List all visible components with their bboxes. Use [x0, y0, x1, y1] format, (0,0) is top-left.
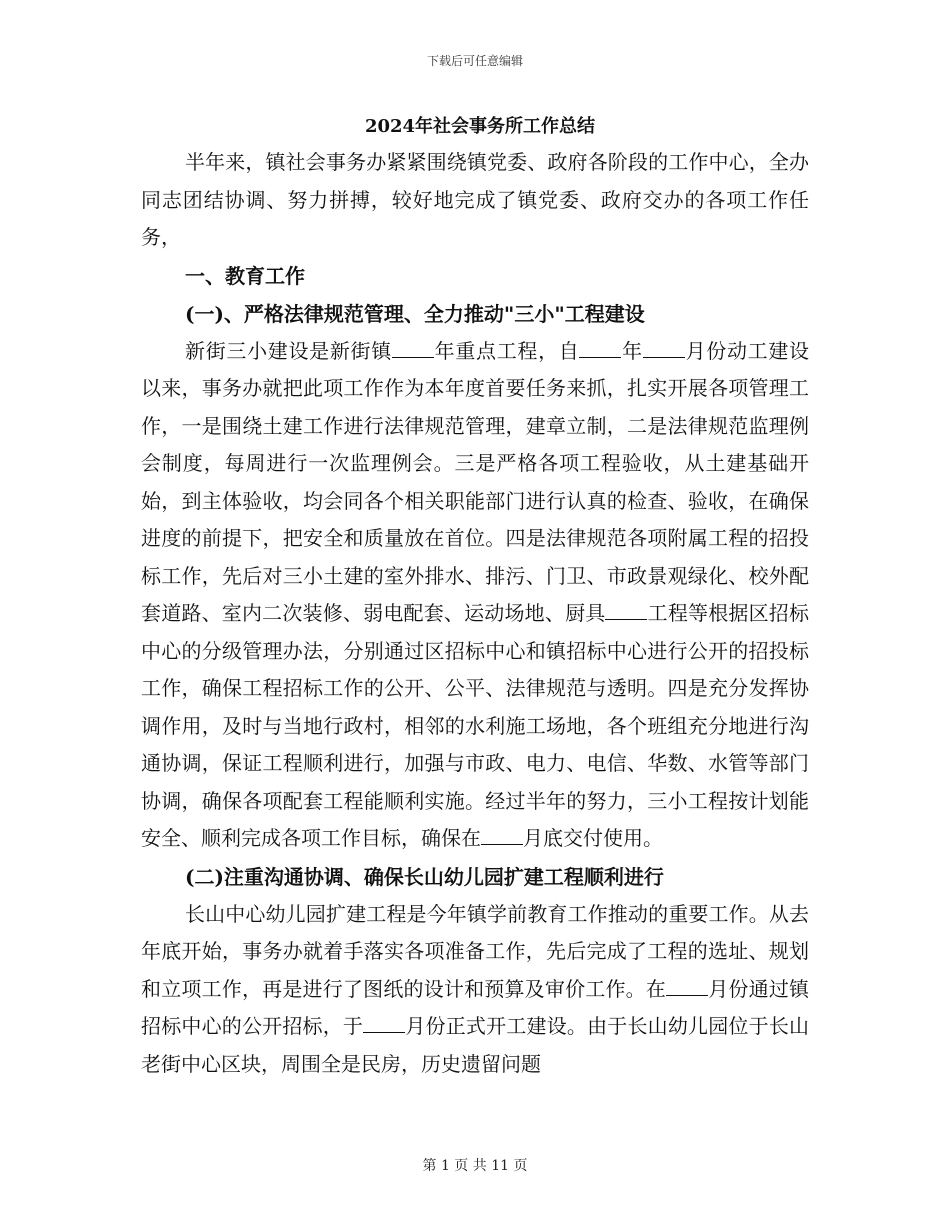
text-run: 年 — [621, 338, 643, 363]
text-run: 工程等根据区招标中心的分级管理办法，分别通过区招标中心和镇招标中心进行公开的招投标工作，确保工程招标工作的公开、公平、法律规范与透明。四是充分发挥协调作用，及时与当地行政村，相邻的水利施工场地，各个班组充分地进行沟通协调，保证工程顺利进行，加强与市政、电力、电信、华数、水管等部门协调，确保各项配套工程能顺利实施。经过半年的努力，三小工程按计划能安全、顺利完成各项工作目标，确保在 — [141, 601, 810, 850]
subsection-1-paragraph — [141, 333, 809, 858]
subsection-2-paragraph — [141, 896, 809, 1084]
blank-underline — [579, 339, 621, 358]
text-run: 月份通过镇招标中心的公开招标，于 — [141, 976, 810, 1038]
text-run: 月份正式开工建设。由于长山幼儿园位于长山老街中心区块，周围全是民房，历史遗留问题 — [141, 1014, 810, 1076]
text-run: 年重点工程，自 — [433, 338, 580, 363]
page-footer-pagination: 第 1 页 共 11 页 — [422, 1158, 528, 1174]
document-title: 2024年社会事务所工作总结 — [364, 116, 596, 137]
section-heading-education: 一、教育工作 — [185, 263, 305, 288]
text-run: 新街三小建设是新街镇 — [185, 338, 392, 363]
blank-underline — [666, 977, 708, 996]
page-header-note: 下载后可任意编辑 — [426, 54, 523, 68]
intro-paragraph: 半年来，镇社会事务办紧紧围绕镇党委、政府各阶段的工作中心，全办同志团结协调、努力拼搏，较好地完成了镇党委、政府交办的各项工作任务， — [141, 150, 809, 249]
blank-underline — [392, 339, 434, 358]
blank-underline — [481, 826, 523, 845]
text-run: 长山中心幼儿园扩建工程是今年镇学前教育工作推动的重要工作。从去年底开始，事务办就着手落实各项准备工作，先后完成了工程的选址、规划和立项工作，再是进行了图纸的设计和预算及审价工作。在 — [141, 901, 809, 1001]
text-run: 月份动工建设以来，事务办就把此项工作作为本年度首要任务来抓，扎实开展各项管理工作，一是围绕土建工作进行法律规范管理，建章立制，二是法律规范监理例会制度，每周进行一次监理例会。三是严格各项工程验收，从土建基础开始，到主体验收，均会同各个相关职能部门进行认真的检查、验收，在确保进度的前提下，把安全和质量放在首位。四是法律规范各项附属工程的招投标工作，先后对三小土建的室外排水、排污、门卫、市政景观绿化、校外配套道路、室内二次装修、弱电配套、运动场地、厨具 — [141, 338, 810, 625]
blank-underline — [605, 601, 647, 620]
subsection-heading-2: (二)注重沟通协调、确保长山幼儿园扩建工程顺利进行 — [185, 864, 664, 889]
text-run: 月底交付使用。 — [523, 826, 663, 850]
blank-underline — [643, 339, 685, 358]
document-body — [141, 110, 809, 1083]
blank-underline — [363, 1014, 405, 1033]
subsection-heading-1: (一)、严格法律规范管理、全力推动"三小"工程建设 — [185, 301, 645, 326]
